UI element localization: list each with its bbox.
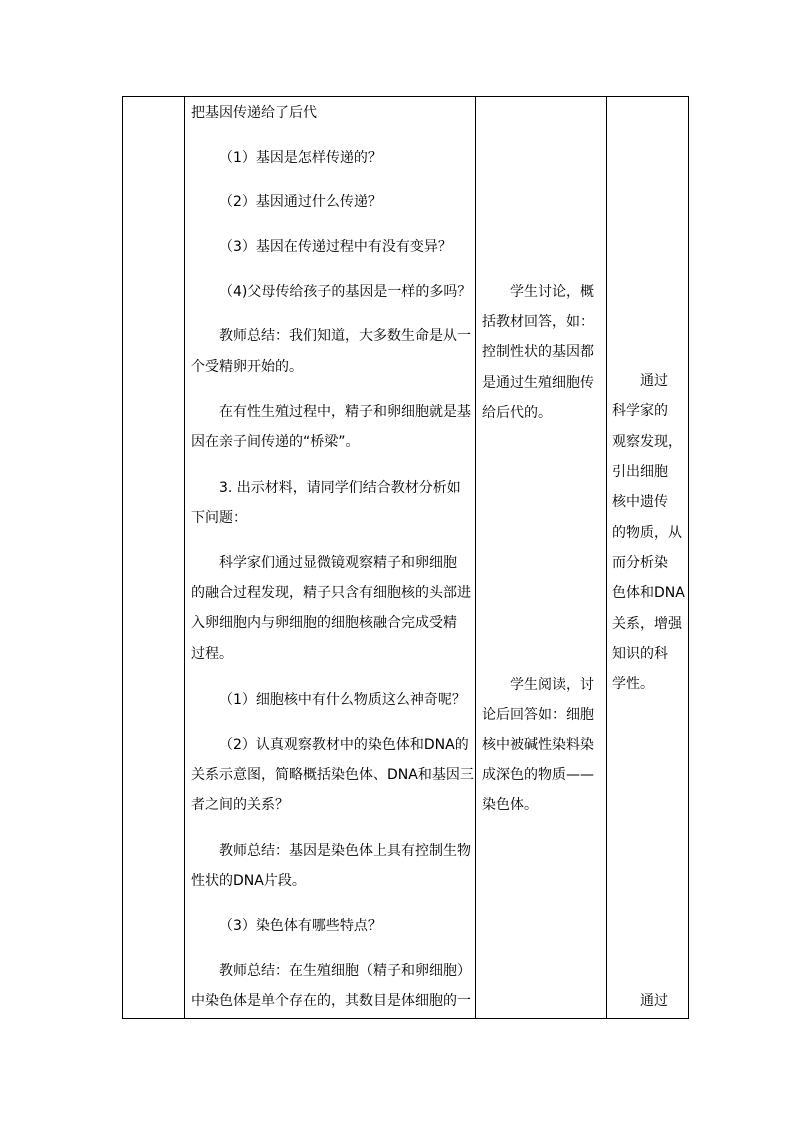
design-intent-cell	[607, 97, 689, 1018]
text-line: 下问题：	[191, 510, 247, 526]
text-line: 通过	[640, 373, 668, 389]
text-line: 过程。	[191, 646, 233, 662]
text-line: 教师总结：在生殖细胞（精子和卵细胞）	[219, 963, 471, 979]
text-line: 者之间的关系？	[191, 797, 289, 813]
text-line: 性状的DNA片段。	[191, 873, 306, 889]
text-line: 核中被碱性染料染	[482, 737, 594, 753]
text-line: 关系示意图，简略概括染色体、DNA和基因三	[191, 767, 474, 783]
text-line: 科学家的	[612, 403, 668, 419]
text-line: 关系，增强	[612, 616, 682, 632]
text-line: 因在亲子间传递的“桥梁”。	[191, 434, 360, 450]
text-line: 3. 出示材料，请同学们结合教材分析如	[219, 480, 461, 496]
text-line: （1）基因是怎样传递的？	[219, 150, 382, 166]
text-line: 学生阅读，讨	[510, 677, 594, 693]
text-line: 通过	[640, 993, 668, 1009]
text-line: 学生讨论，概	[510, 284, 594, 300]
text-line: 教师总结：基因是染色体上具有控制生物	[219, 843, 471, 859]
text-line: 是通过生殖细胞传	[482, 375, 594, 391]
text-line: 色体和DNA	[612, 585, 685, 601]
text-line: 的物质，从	[612, 525, 682, 541]
text-line: 核中遗传	[612, 494, 668, 510]
text-line: 的融合过程发现，精子只含有细胞核的头部进	[191, 585, 471, 601]
text-line: （3）基因在传递过程中有没有变异？	[219, 239, 452, 255]
text-line: 学性。	[612, 676, 654, 692]
text-line: 中染色体是单个存在的，其数目是体细胞的一	[191, 993, 471, 1009]
text-line: （2）基因通过什么传递？	[219, 194, 382, 210]
text-line: 在有性生殖过程中，精子和卵细胞就是基	[219, 404, 471, 420]
student-activity-cell	[476, 97, 606, 1018]
text-line: （4)父母传给孩子的基因是一样的多吗？	[219, 284, 472, 300]
text-line: 论后回答如：细胞	[482, 707, 594, 723]
text-line: 入卵细胞内与卵细胞的细胞核融合完成受精	[191, 615, 457, 631]
lesson-plan-table	[122, 96, 689, 1019]
text-line: 观察发现，	[612, 434, 682, 450]
text-line: （2）认真观察教材中的染色体和DNA的	[219, 737, 469, 753]
text-line: （3）染色体有哪些特点？	[219, 918, 382, 934]
text-line: （1）细胞核中有什么物质这么神奇呢？	[219, 692, 466, 708]
text-line: 给后代的。	[482, 405, 552, 421]
text-line: 教师总结：我们知道，大多数生命是从一	[219, 328, 471, 344]
column-1-cell	[123, 97, 184, 1018]
text-line: 染色体。	[482, 797, 538, 813]
text-line: 括教材回答，如：	[482, 314, 594, 330]
text-line: 个受精卵开始的。	[191, 359, 303, 375]
text-line: 引出细胞	[612, 464, 668, 480]
text-line: 知识的科	[612, 646, 668, 662]
text-line: 科学家们通过显微镜观察精子和卵细胞	[219, 555, 457, 571]
text-line: 控制性状的基因都	[482, 344, 594, 360]
text-line: 把基因传递给了后代	[191, 105, 317, 121]
text-line: 而分析染	[612, 555, 668, 571]
text-line: 成深色的物质——	[482, 767, 594, 783]
teacher-activity-cell	[185, 97, 475, 1018]
